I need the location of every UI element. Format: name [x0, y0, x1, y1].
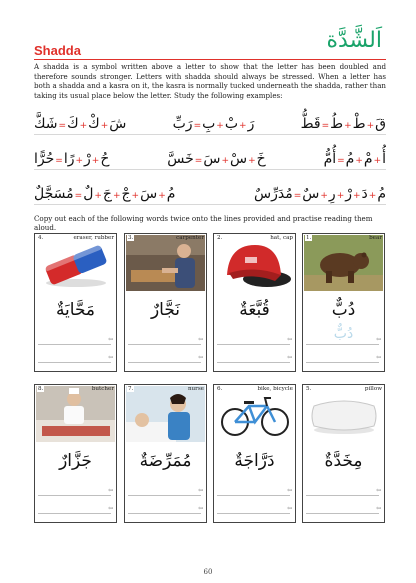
pillow-illustration [304, 386, 383, 442]
example-letter: سَ [203, 151, 221, 167]
equals-sign: = [74, 191, 83, 201]
left-arrow-icon: ⇦ [286, 505, 292, 512]
vocab-card [213, 233, 296, 372]
example-letter: رْ [345, 186, 352, 202]
example-letter: مُ [377, 186, 386, 202]
left-arrow-icon: ⇦ [107, 505, 113, 512]
card-picture [215, 386, 294, 442]
plus-sign: + [221, 156, 229, 166]
writing-line[interactable] [38, 513, 111, 514]
left-arrow-icon: ⇦ [375, 354, 381, 361]
example-rule-line [34, 134, 386, 135]
example-row [34, 110, 386, 132]
card-picture [304, 235, 383, 291]
plus-sign: + [366, 121, 375, 131]
bicycle-illustration [215, 386, 294, 442]
plus-sign: + [131, 191, 140, 201]
writing-line[interactable] [217, 362, 290, 363]
plus-sign: + [368, 191, 377, 201]
example-rule-line [34, 204, 386, 205]
example-letter: شَ [109, 116, 127, 132]
writing-line[interactable] [38, 495, 111, 496]
plus-sign: + [216, 121, 224, 131]
left-arrow-icon: ⇦ [107, 354, 113, 361]
card-english-label: bear [369, 235, 382, 241]
card-english-label: butcher [91, 386, 114, 392]
example-letter: كْ [88, 116, 100, 132]
plus-sign: + [373, 156, 382, 166]
example-letter: دَ [361, 186, 368, 202]
vocab-card [213, 384, 296, 523]
equals-sign: = [193, 121, 202, 131]
example-group [34, 116, 126, 132]
plus-sign: + [248, 156, 256, 166]
writing-line[interactable] [128, 362, 201, 363]
example-letter: سٌ [302, 186, 320, 202]
plus-sign: + [320, 191, 328, 201]
plus-sign: + [239, 121, 247, 131]
card-arabic-word: قُبَّعَةٌ [239, 300, 270, 320]
example-letter: طْ [352, 116, 366, 132]
vocab-card [34, 233, 117, 372]
plus-sign: + [112, 191, 121, 201]
example-word: مُسَجَّلٌ [34, 186, 74, 202]
left-arrow-icon: ⇦ [375, 336, 381, 343]
nurse-illustration [126, 386, 205, 442]
card-number: 7. [128, 386, 134, 392]
example-word: أُمُّ [323, 151, 337, 167]
intro-paragraph: A shadda is a symbol written above a letter to show that the letter has been doubled and therefore sounds stronger. Letters with shadda should always be stressed. When a letter has both a shadda and a kasra on it, the kasra is normally tucked underneath the shadda, rather than taking its usual place below the letter. Study the following examples: [34, 62, 386, 100]
example-letter: مُ [345, 151, 355, 167]
card-number: 4. [38, 235, 44, 241]
card-english-label: bike, bicycle [257, 386, 293, 392]
arabic-title: اَلشَّدَّة [326, 28, 382, 53]
equals-sign: = [337, 156, 345, 166]
writing-line[interactable] [217, 513, 290, 514]
plus-sign: + [79, 121, 88, 131]
example-letter: مْ [363, 151, 373, 167]
example-group [173, 116, 255, 132]
writing-line[interactable] [306, 513, 379, 514]
left-arrow-icon: ⇦ [375, 505, 381, 512]
example-group [34, 151, 109, 167]
example-group [167, 151, 265, 167]
plus-sign: + [94, 191, 102, 201]
example-rule-line [34, 169, 386, 170]
page-number: 60 [203, 568, 213, 576]
left-arrow-icon: ⇦ [197, 336, 203, 343]
equals-sign: = [321, 121, 330, 131]
card-picture [126, 235, 205, 291]
left-arrow-icon: ⇦ [107, 336, 113, 343]
card-number: 6. [217, 386, 223, 392]
left-arrow-icon: ⇦ [197, 354, 203, 361]
card-english-label: pillow [364, 386, 382, 392]
butcher-illustration [36, 386, 115, 442]
bear-illustration [304, 235, 383, 291]
example-word: شَكَّ [34, 116, 58, 132]
plus-sign: + [158, 191, 166, 201]
carpenter-illustration [126, 235, 205, 291]
card-arabic-word: مَحَّايَةٌ [55, 300, 96, 320]
example-word: مُدَرِّسٌ [254, 186, 293, 202]
card-number: 1. [306, 235, 312, 241]
equals-sign: = [58, 121, 67, 131]
writing-line[interactable] [306, 495, 379, 496]
card-number: 8. [38, 386, 44, 392]
example-word: حُرًّا [34, 151, 55, 167]
example-letter: كَ [67, 116, 79, 132]
example-letter: رَ [247, 116, 255, 132]
left-arrow-icon: ⇦ [197, 487, 203, 494]
example-letter: قَ [375, 116, 386, 132]
example-row [34, 145, 386, 167]
writing-line[interactable] [38, 362, 111, 363]
card-arabic-word: دَرَّاجَةٌ [234, 451, 275, 471]
header-divider [34, 59, 386, 60]
example-letter: جَ [102, 186, 112, 202]
section-title: Shadda [34, 43, 81, 58]
example-group [34, 186, 175, 202]
example-row [34, 180, 386, 202]
card-picture [215, 235, 294, 291]
plus-sign: + [100, 121, 109, 131]
example-letter: أُ [382, 151, 386, 167]
card-arabic-word: دُبٌّ [331, 300, 356, 320]
card-trace-word: دُبٌّ [333, 326, 354, 342]
writing-line[interactable] [38, 344, 111, 345]
vocab-card [124, 233, 207, 372]
vocab-card [124, 384, 207, 523]
card-picture [36, 386, 115, 442]
writing-line[interactable] [306, 344, 379, 345]
left-arrow-icon: ⇦ [197, 505, 203, 512]
left-arrow-icon: ⇦ [286, 354, 292, 361]
vocab-card [302, 233, 385, 372]
card-english-label: nurse [187, 386, 204, 392]
vocab-card [34, 384, 117, 523]
plus-sign: + [353, 191, 361, 201]
plus-sign: + [344, 121, 352, 131]
writing-line[interactable] [306, 362, 379, 363]
plus-sign: + [75, 156, 84, 166]
example-letter: رِ [328, 186, 336, 202]
equals-sign: = [293, 191, 302, 201]
example-letter: حُ [100, 151, 110, 167]
left-arrow-icon: ⇦ [375, 487, 381, 494]
card-english-label: eraser, rubber [73, 235, 114, 241]
card-arabic-word: نَجَّارٌ [150, 300, 181, 320]
example-letter: رْ [84, 151, 91, 167]
example-letter: طُ [330, 116, 344, 132]
card-picture [126, 386, 205, 442]
left-arrow-icon: ⇦ [286, 336, 292, 343]
example-group [254, 186, 386, 202]
example-letter: بِ [202, 116, 216, 132]
writing-line[interactable] [128, 513, 201, 514]
equals-sign: = [194, 156, 203, 166]
card-number: 3. [128, 235, 134, 241]
example-letter: مُ [166, 186, 176, 202]
card-arabic-word: جَزَّارٌ [59, 451, 92, 471]
card-arabic-word: مُمَرِّضَةٌ [139, 451, 192, 471]
card-picture [36, 235, 115, 291]
card-picture [304, 386, 383, 442]
example-letter: جْ [121, 186, 131, 202]
example-group [324, 151, 386, 167]
example-word: قَطُّ [300, 116, 321, 132]
cap-illustration [215, 235, 294, 291]
writing-line[interactable] [217, 495, 290, 496]
example-word: خَسَّ [167, 151, 194, 167]
card-number: 2. [217, 235, 223, 241]
plus-sign: + [336, 191, 345, 201]
card-number: 5. [306, 386, 312, 392]
example-group [301, 116, 386, 132]
writing-line[interactable] [217, 344, 290, 345]
left-arrow-icon: ⇦ [286, 487, 292, 494]
example-letter: سَ [140, 186, 158, 202]
example-letter: خَ [256, 151, 266, 167]
vocab-card [302, 384, 385, 523]
example-letter: رًا [63, 151, 75, 167]
writing-line[interactable] [128, 495, 201, 496]
example-letter: لٌ [83, 186, 94, 202]
eraser-illustration [36, 235, 115, 291]
card-english-label: carpenter [176, 235, 204, 241]
plus-sign: + [355, 156, 363, 166]
example-letter: سْ [229, 151, 248, 167]
instruction-text: Copy out each of the following words twice onto the lines provided and practise reading them aloud. [34, 214, 373, 232]
equals-sign: = [55, 156, 63, 166]
example-word: رَبِّ [172, 116, 193, 132]
example-letter: بْ [224, 116, 239, 132]
card-arabic-word: مِخَدَّةٌ [324, 451, 363, 471]
left-arrow-icon: ⇦ [107, 487, 113, 494]
card-english-label: hat, cap [270, 235, 293, 241]
writing-line[interactable] [128, 344, 201, 345]
plus-sign: + [91, 156, 100, 166]
